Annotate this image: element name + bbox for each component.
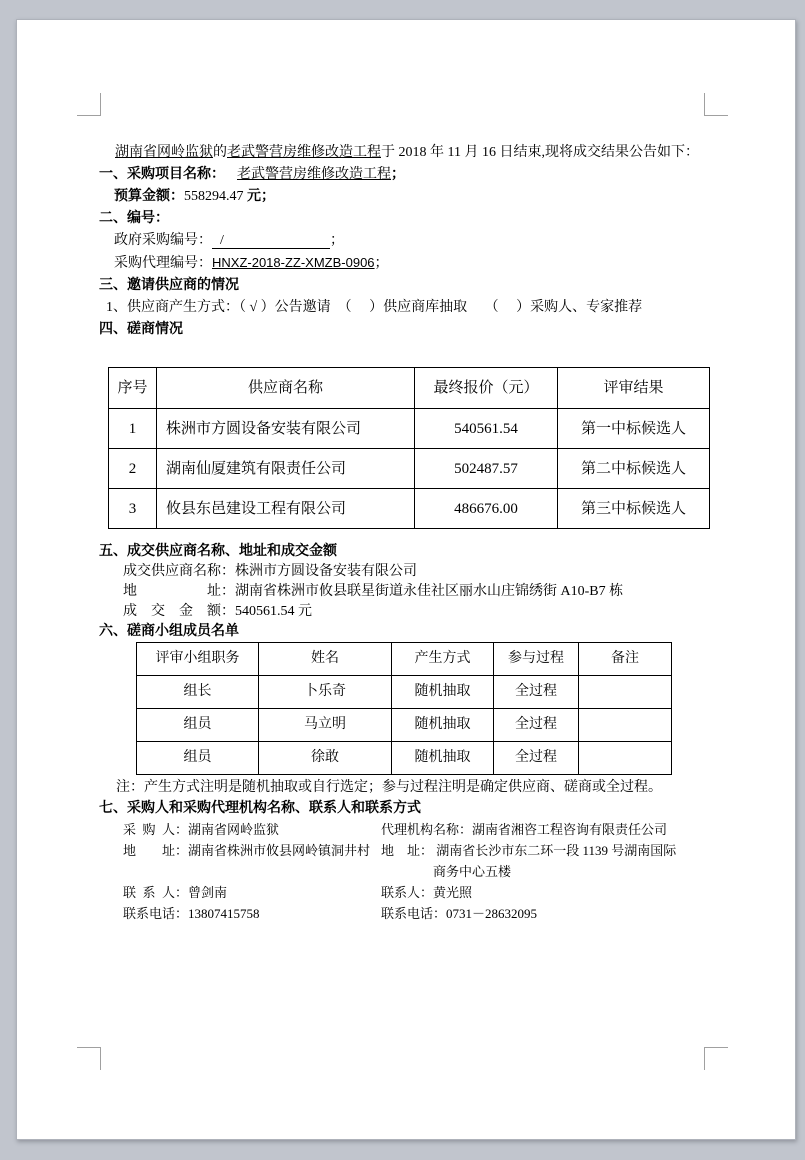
section-1-line — [99, 164, 709, 186]
intro-project-name: 老武警营房维修改造工程 — [227, 145, 381, 160]
panel-table — [136, 642, 672, 775]
gov-code-label: 政府采购编号： — [114, 233, 212, 248]
cell-role: 组长 — [137, 676, 259, 709]
buyer-name-line: 采 购 人：湖南省网岭监狱 — [123, 822, 280, 837]
cell-result: 第二中标候选人 — [558, 449, 710, 489]
buyer-contact-line: 联 系 人：曾剑南 — [123, 885, 228, 900]
budget-label: 预算金额： — [114, 189, 184, 204]
intro-connector: 的 — [213, 145, 227, 160]
cell-name: 徐敢 — [259, 742, 392, 775]
gov-code-line — [99, 230, 709, 252]
text-boundary-mark-bottom-left — [77, 1047, 101, 1070]
cell-name: 卜乐奇 — [259, 676, 392, 709]
table-row — [109, 409, 710, 449]
cell-remark — [579, 742, 672, 775]
panel-note: 注：产生方式注明是随机抽取或自行选定；参与过程注明是确定供应商、磋商或全过程。 — [116, 780, 662, 795]
text-boundary-mark-top-right — [704, 93, 728, 116]
intro-rest: 于 2018 年 11 月 16 日结束,现将成交结果公告如下： — [381, 145, 699, 160]
gov-code-blank: / — [212, 233, 330, 249]
contacts-block — [99, 819, 709, 924]
cell-supplier: 湖南仙厦建筑有限责任公司 — [157, 449, 415, 489]
cell-role: 组员 — [137, 742, 259, 775]
cell-method: 随机抽取 — [392, 676, 494, 709]
header-cell-method: 产生方式 — [392, 643, 494, 676]
contacts-row — [99, 840, 709, 882]
header-cell-supplier: 供应商名称 — [157, 368, 415, 409]
cell-remark — [579, 676, 672, 709]
agent-contact-line: 联系人：黄光照 — [381, 885, 473, 900]
buyer-phone-line: 联系电话：13807415758 — [123, 906, 260, 921]
header-cell-price: 最终报价（元） — [415, 368, 558, 409]
cell-method: 随机抽取 — [392, 709, 494, 742]
section-2-heading: 二、编号： — [99, 211, 169, 226]
budget-value: 558294.47 — [184, 189, 244, 204]
table-row — [109, 489, 710, 529]
cell-seq: 1 — [109, 409, 157, 449]
text-boundary-mark-top-left — [77, 93, 101, 116]
section-1-heading: 一、采购项目名称： — [99, 167, 225, 182]
document-content — [99, 142, 709, 924]
intro-paragraph — [99, 142, 709, 164]
cell-seq: 3 — [109, 489, 157, 529]
header-cell-role: 评审小组职务 — [137, 643, 259, 676]
winner-address-line: 地 址：湖南省株洲市攸县联星街道永佳社区丽水山庄锦绣街 A10-B7 栋 — [123, 584, 624, 599]
supplier-method-line: 1、供应商产生方式：（ √ ）公告邀请 （ ）供应商库抽取 （ ）采购人、专家推荐 — [106, 300, 643, 315]
contacts-row — [99, 903, 709, 924]
gov-code-semicolon: ； — [330, 233, 344, 248]
agency-code-semicolon: ； — [374, 256, 389, 271]
table-row — [109, 449, 710, 489]
cell-participation: 全过程 — [494, 676, 579, 709]
cell-method: 随机抽取 — [392, 742, 494, 775]
agency-code-label: 采购代理编号： — [114, 256, 212, 271]
text-boundary-mark-bottom-right — [704, 1047, 728, 1070]
project-name-semicolon: ； — [391, 167, 405, 182]
section-5-heading: 五、成交供应商名称、地址和成交金额 — [99, 544, 337, 559]
budget-line — [99, 186, 709, 208]
cell-price: 540561.54 — [415, 409, 558, 449]
header-cell-remark: 备注 — [579, 643, 672, 676]
intro-buyer-name: 湖南省网岭监狱 — [115, 145, 213, 160]
cell-name: 马立明 — [259, 709, 392, 742]
table-row — [137, 742, 672, 775]
cell-remark — [579, 709, 672, 742]
section-6-heading: 六、磋商小组成员名单 — [99, 624, 239, 639]
cell-role: 组员 — [137, 709, 259, 742]
header-cell-seq: 序号 — [109, 368, 157, 409]
table-header-row — [137, 643, 672, 676]
header-cell-participation: 参与过程 — [494, 643, 579, 676]
cell-price: 486676.00 — [415, 489, 558, 529]
agency-code-line — [99, 252, 709, 275]
agent-address-line: 地 址： 湖南省长沙市东二环一段 1139 号湖南国际商务中心五楼 — [381, 843, 677, 879]
budget-unit: 元； — [247, 189, 275, 204]
cell-result: 第三中标候选人 — [558, 489, 710, 529]
winner-name-line: 成交供应商名称：株洲市方圆设备安装有限公司 — [123, 564, 417, 579]
cell-participation: 全过程 — [494, 709, 579, 742]
agency-code-value: HNXZ-2018-ZZ-XMZB-0906 — [212, 255, 375, 270]
project-name-value: 老武警营房维修改造工程 — [237, 167, 391, 182]
document-page — [16, 19, 796, 1140]
section-7-heading: 七、采购人和采购代理机构名称、联系人和联系方式 — [99, 801, 421, 816]
contacts-row — [99, 819, 709, 840]
table-header-row — [109, 368, 710, 409]
cell-seq: 2 — [109, 449, 157, 489]
cell-supplier: 攸县东邑建设工程有限公司 — [157, 489, 415, 529]
cell-price: 502487.57 — [415, 449, 558, 489]
agent-phone-line: 联系电话：0731－28632095 — [381, 906, 538, 921]
section-3-heading: 三、邀请供应商的情况 — [99, 278, 239, 293]
header-cell-name: 姓名 — [259, 643, 392, 676]
header-cell-result: 评审结果 — [558, 368, 710, 409]
cell-result: 第一中标候选人 — [558, 409, 710, 449]
cell-supplier: 株洲市方圆设备安装有限公司 — [157, 409, 415, 449]
table-row — [137, 676, 672, 709]
buyer-address-line: 地 址：湖南省株洲市攸县网岭镇洞井村 — [123, 843, 371, 858]
winner-amount-line: 成 交 金 额：540561.54 元 — [123, 604, 312, 619]
agent-name-line: 代理机构名称：湖南省湘咨工程咨询有限责任公司 — [381, 822, 668, 837]
table-row — [137, 709, 672, 742]
cell-participation: 全过程 — [494, 742, 579, 775]
bidders-table — [108, 367, 710, 529]
section-4-heading: 四、磋商情况 — [99, 322, 183, 337]
contacts-row — [99, 882, 709, 903]
